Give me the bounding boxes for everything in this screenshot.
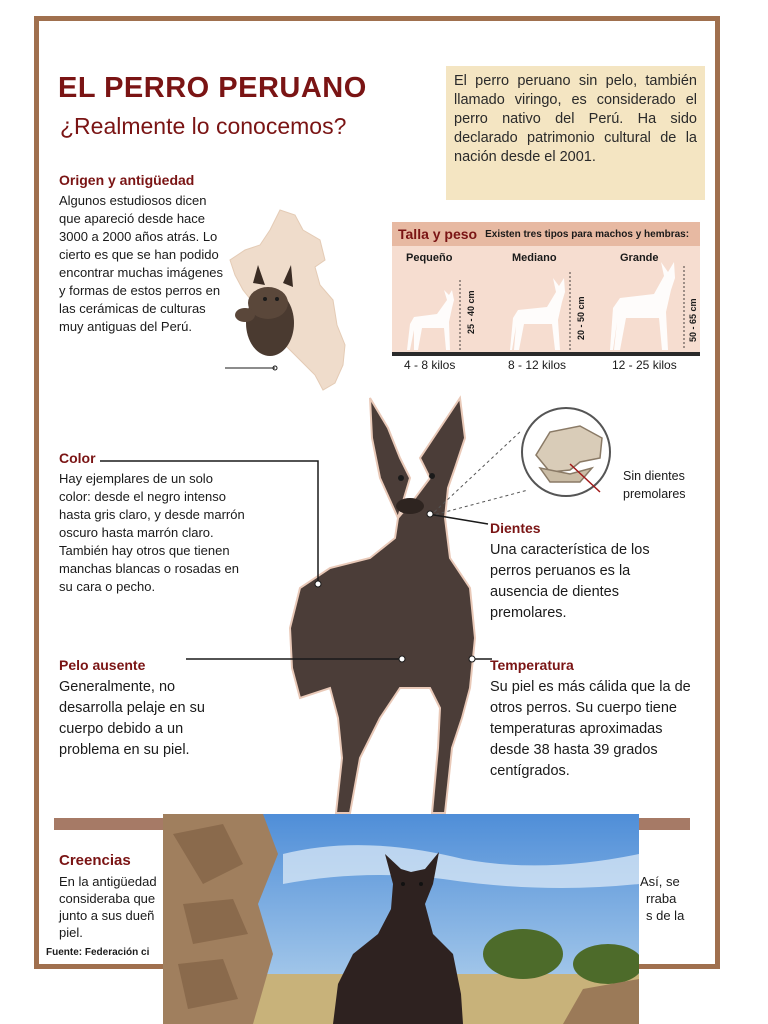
- beliefs-right-2: rraba: [646, 891, 677, 906]
- intro-text: El perro peruano sin pelo, también llamado viringo, es considerado el perro nativo del Perú. Ha sido declarado patrimonio cultural de la nación desde el 2001.: [454, 73, 697, 165]
- size-heading: Talla y peso: [398, 226, 478, 242]
- size-panel: [392, 222, 700, 356]
- origin-heading: Origen y antigüedad: [59, 172, 195, 188]
- skull-caption: Sin dientes premolares: [623, 469, 686, 501]
- hair-text: Generalmente, no desarrolla pelaje en su cuerpo debido a un problema en su piel.: [59, 679, 205, 758]
- dog-photo-icon: [163, 814, 639, 1024]
- beliefs-line-1: En la antigüedad: [59, 874, 157, 889]
- beliefs-right-3: s de la: [646, 908, 685, 923]
- large-dog-icon: [610, 262, 675, 350]
- temperature-heading: Temperatura: [490, 657, 574, 673]
- source-credit: Fuente: Federación ci: [46, 947, 150, 958]
- beliefs-line-4: piel.: [59, 925, 83, 940]
- size-weight-large: 12 - 25 kilos: [612, 358, 677, 372]
- beliefs-heading: Creencias: [59, 852, 131, 869]
- size-height-large: 50 - 65 cm: [688, 298, 698, 342]
- medium-dog-icon: [510, 278, 565, 350]
- size-label-large: Grande: [620, 252, 659, 264]
- size-weight-small: 4 - 8 kilos: [404, 358, 456, 372]
- teeth-pointer-line: [426, 510, 496, 530]
- dog-photo: [163, 814, 639, 1024]
- color-heading: Color: [59, 450, 96, 466]
- size-header: [392, 222, 700, 246]
- page-title: EL PERRO PERUANO: [58, 72, 367, 104]
- size-silhouettes: [392, 262, 700, 352]
- hair-heading: Pelo ausente: [59, 657, 146, 673]
- size-height-small: 25 - 40 cm: [466, 290, 476, 334]
- color-pointer-line: [100, 458, 325, 588]
- hair-pointer-line: [186, 652, 408, 666]
- intro-box: [446, 66, 705, 200]
- size-label-small: Pequeño: [406, 252, 453, 264]
- teeth-text: Una característica de los perros peruanos es la ausencia de dientes premolares.: [490, 542, 650, 621]
- beliefs-right-1: Así, se: [640, 874, 680, 889]
- beliefs-line-2: consideraba que: [59, 891, 156, 906]
- peru-map-icon: [225, 205, 355, 395]
- temperature-text: Su piel es más cálida que la de otros perros. Su cuerpo tiene temperaturas aproximadas desde 38 hasta 39 grados centígrados.: [490, 679, 691, 779]
- size-label-medium: Mediano: [512, 252, 557, 264]
- small-dog-icon: [407, 290, 454, 350]
- color-text: Hay ejemplares de un solo color: desde el negro intenso hasta gris claro, y desde marrón oscuro hasta marrón claro. También hay otros que tienen manchas blancas o rosadas en su cara o pecho.: [59, 471, 245, 594]
- page-subtitle: ¿Realmente lo conocemos?: [60, 113, 347, 139]
- size-height-medium: 20 - 50 cm: [576, 296, 586, 340]
- teeth-heading: Dientes: [490, 520, 541, 536]
- beliefs-line-3: junto a sus dueñ: [59, 908, 155, 923]
- origin-text: Algunos estudiosos dicen que apareció desde hace 3000 a 2000 años atrás. Lo cierto es que se han podido encontrar muchas imágenes y formas de estos perros en las cerámicas de culturas muy antiguas del Perú.: [59, 193, 224, 334]
- size-subheading: Existen tres tipos para machos y hembras:: [485, 228, 690, 240]
- size-weight-medium: 8 - 12 kilos: [508, 358, 567, 372]
- skull-icon: [520, 400, 620, 500]
